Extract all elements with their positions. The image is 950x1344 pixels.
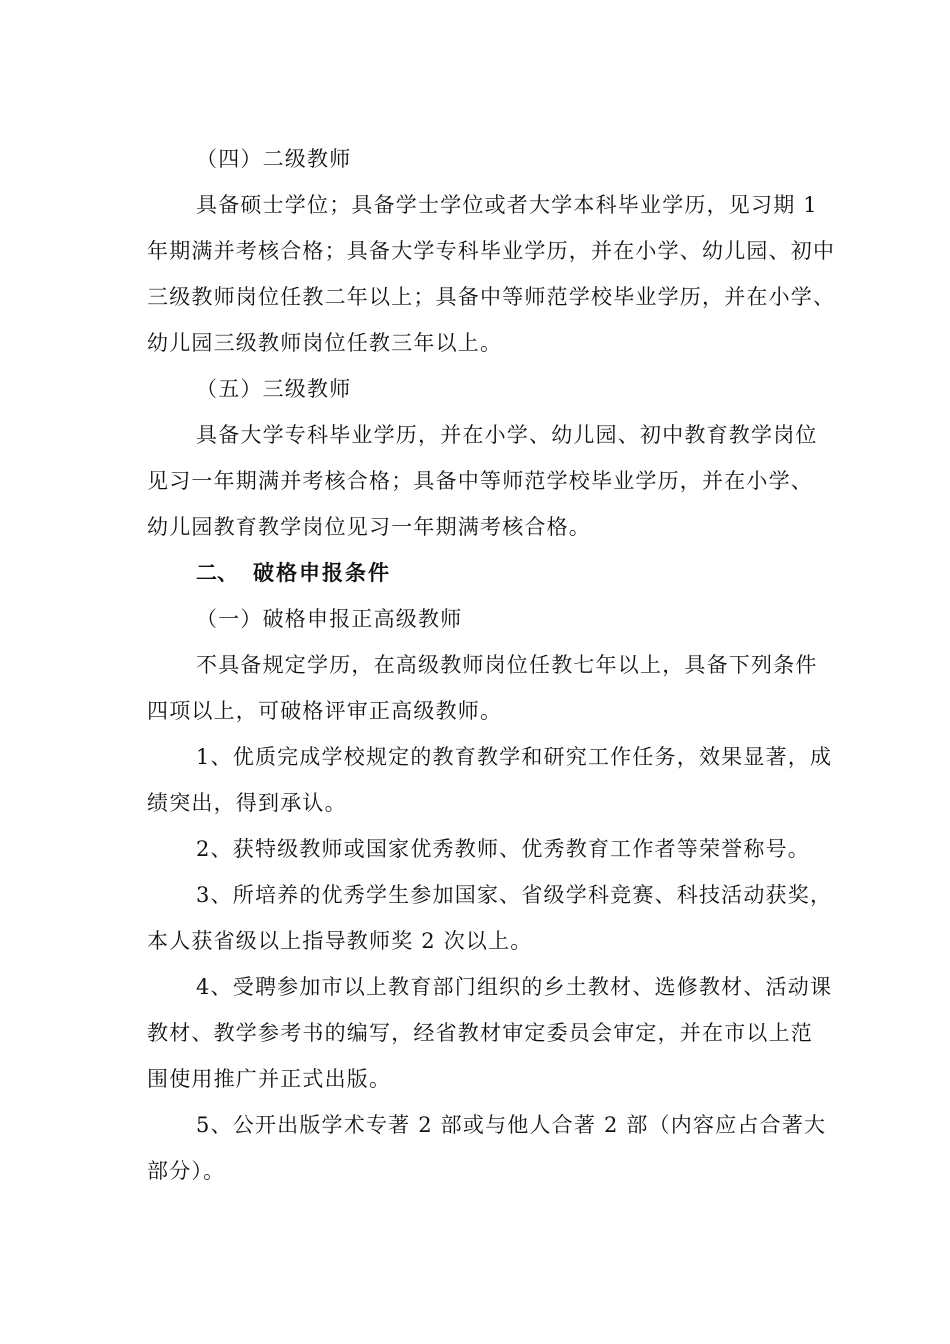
paragraph-line: 幼儿园三级教师岗位任教三年以上。 (147, 331, 503, 355)
section-title: 破格申报条件 (253, 560, 391, 585)
section-number: 二、 (196, 560, 238, 585)
list-item-line: 3、所培养的优秀学生参加国家、省级学科竞赛、科技活动获奖， (196, 883, 833, 907)
list-item-line: 本人获省级以上指导教师奖 2 次以上。 (147, 929, 533, 953)
paragraph-line: 不具备规定学历，在高级教师岗位任教七年以上，具备下列条件 (196, 653, 818, 677)
paragraph-line: 见习一年期满并考核合格；具备中等师范学校毕业学历，并在小学、 (147, 469, 813, 493)
paragraph-line: 年期满并考核合格；具备大学专科毕业学历，并在小学、幼儿园、初中 (147, 239, 836, 263)
list-item-line: 围使用推广并正式出版。 (147, 1067, 392, 1091)
list-item-line: 2、获特级教师或国家优秀教师、优秀教育工作者等荣誉称号。 (196, 837, 810, 861)
paragraph-line: 具备大学专科毕业学历，并在小学、幼儿园、初中教育教学岗位 (196, 423, 818, 447)
list-item-line: 1、优质完成学校规定的教育教学和研究工作任务，效果显著，成 (196, 745, 833, 769)
paragraph-line: 幼儿园教育教学岗位见习一年期满考核合格。 (147, 515, 591, 539)
subsection-heading-exceptional-senior: （一）破格申报正高级教师 (196, 607, 463, 631)
list-item-line: 5、公开出版学术专著 2 部或与他人合著 2 部（内容应占合著大 (196, 1113, 827, 1137)
list-item-line: 绩突出，得到承认。 (147, 791, 347, 815)
subsection-heading-secondary-teacher: （四）二级教师 (196, 147, 352, 171)
paragraph-line: 具备硕士学位；具备学士学位或者大学本科毕业学历，见习期 1 (196, 193, 818, 217)
list-item-line: 教材、教学参考书的编写，经省教材审定委员会审定，并在市以上范 (147, 1021, 813, 1045)
list-item-line: 4、受聘参加市以上教育部门组织的乡土教材、选修教材、活动课 (196, 975, 833, 999)
paragraph-line: 三级教师岗位任教二年以上；具备中等师范学校毕业学历，并在小学、 (147, 285, 836, 309)
list-item-line: 部分）。 (147, 1159, 226, 1183)
subsection-heading-third-teacher: （五）三级教师 (196, 377, 352, 401)
paragraph-line: 四项以上，可破格评审正高级教师。 (147, 699, 503, 723)
